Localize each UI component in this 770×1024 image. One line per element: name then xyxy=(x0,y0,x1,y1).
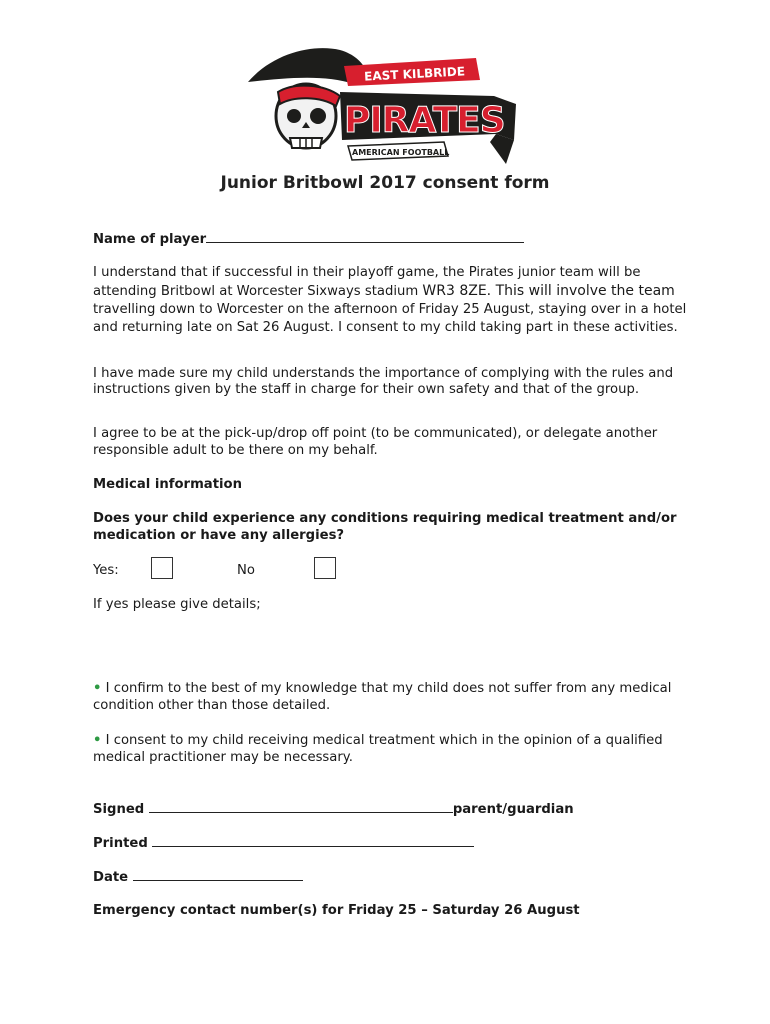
pirates-logo xyxy=(244,44,524,168)
signed-suffix: parent/guardian xyxy=(452,802,574,817)
printed-row xyxy=(93,834,693,852)
name-of-player-label: Name of player xyxy=(93,232,207,247)
no-checkbox[interactable] xyxy=(314,557,336,579)
bullet-icon: • xyxy=(93,733,102,748)
signature-field[interactable] xyxy=(149,800,453,813)
confirm-1-text: I confirm to the best of my knowledge that my child does not suffer from any medical condition other than those detailed. xyxy=(93,681,672,713)
no-label: No xyxy=(237,563,255,578)
date-field[interactable] xyxy=(133,868,303,881)
para1-part2: WR3 8ZE. This will involve the team xyxy=(422,283,675,299)
confirm-statement-1 xyxy=(93,680,693,714)
signed-label: Signed xyxy=(93,802,149,817)
form-title: Junior Britbowl 2017 consent form xyxy=(220,173,550,193)
date-label: Date xyxy=(93,870,133,885)
para1-part3: travelling down to Worcester on the afternoon of Friday 25 August, staying over in a hotel and returning late on Sat 26 August. I consent to my child taking part in these activities. xyxy=(93,302,687,335)
confirm-statement-2 xyxy=(93,732,693,766)
yes-checkbox[interactable] xyxy=(151,557,173,579)
consent-paragraph-1 xyxy=(93,264,693,337)
logo-sub-text: AMERICAN FOOTBALL xyxy=(352,148,450,157)
consent-paragraph-3: I agree to be at the pick-up/drop off point (to be communicated), or delegate another responsible adult to be there on my behalf. xyxy=(93,426,658,458)
emergency-contact-label: Emergency contact number(s) for Friday 25 – Saturday 26 August xyxy=(93,903,580,918)
confirm-2-text: I consent to my child receiving medical treatment which in the opinion of a qualified medical practitioner may be necessary. xyxy=(93,733,663,765)
yes-label: Yes: xyxy=(93,563,119,578)
consent-paragraph-2: I have made sure my child understands the importance of complying with the rules and instructions given by the staff in charge for their own safety and that of the group. xyxy=(93,366,674,397)
logo-main-text: PIRATES xyxy=(344,100,505,141)
para1-part1: I understand that if successful in their playoff game, the Pirates junior team will be attending Britbowl at Worcester Sixways stadium xyxy=(93,265,641,299)
details-label: If yes please give details; xyxy=(93,597,261,612)
signed-row xyxy=(93,800,693,818)
printed-label: Printed xyxy=(93,836,153,851)
medical-heading: Medical information xyxy=(93,477,242,492)
medical-question: Does your child experience any conditions requiring medical treatment and/or medication or have any allergies? xyxy=(93,511,677,543)
logo-top-text: EAST KILBRIDE xyxy=(363,64,466,84)
bullet-icon: • xyxy=(93,681,102,696)
printed-name-field[interactable] xyxy=(152,834,474,847)
date-row xyxy=(93,868,693,886)
name-of-player-row xyxy=(93,230,693,248)
name-of-player-field[interactable] xyxy=(206,230,524,243)
